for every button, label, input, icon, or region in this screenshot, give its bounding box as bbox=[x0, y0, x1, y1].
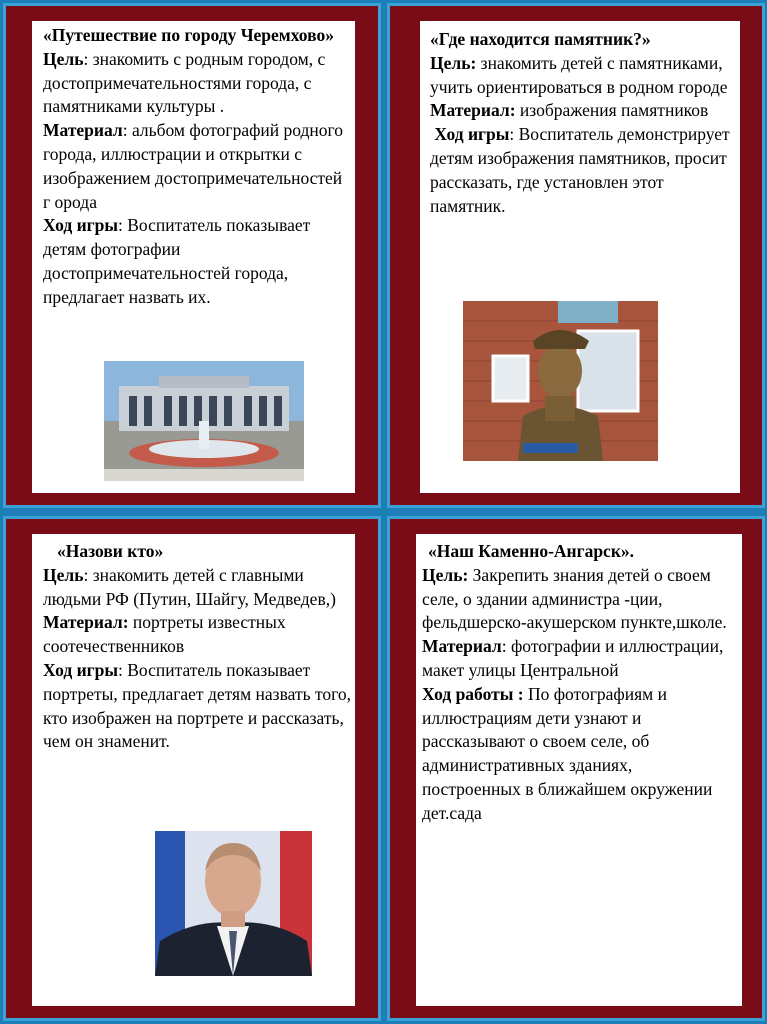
material-label: Материал bbox=[43, 120, 123, 141]
card-title: «Где находится памятник?» bbox=[430, 29, 651, 49]
city-building-photo bbox=[104, 361, 304, 481]
card-title: «Путешествие по городу Черемхово» bbox=[43, 25, 334, 45]
card-name-who bbox=[3, 516, 381, 1021]
process-label: Ход игры bbox=[434, 124, 510, 145]
portrait-photo bbox=[155, 831, 312, 976]
process-label: Ход игры bbox=[43, 215, 118, 236]
goal-text: знакомить детей с памятниками, учить ориентироваться в родном городе bbox=[430, 52, 728, 97]
card-city-trip bbox=[3, 3, 381, 508]
process-label: Ход игры bbox=[43, 659, 118, 680]
card-title: «Назови кто» bbox=[57, 541, 164, 561]
material-label: Материал: bbox=[43, 612, 129, 633]
card-title: «Наш Каменно-Ангарск». bbox=[428, 541, 635, 561]
card-text bbox=[43, 540, 356, 754]
goal-text: Закрепить знания детей о своем селе, о здании администра -ции, фельдшерско-акушерском пункте,школе. bbox=[422, 564, 727, 633]
goal-text: : знакомить детей с главными людьми РФ (Путин, Шайгу, Медведев,) bbox=[43, 564, 336, 609]
goal-label: Цель: bbox=[422, 564, 469, 585]
goal-label: Цель bbox=[43, 564, 84, 585]
card-monument bbox=[387, 3, 765, 508]
material-text: изображения памятников bbox=[515, 100, 709, 121]
material-text: : альбом фотографий родного города, иллюстрации и открытки с изображением достопримечательностей г орода bbox=[43, 120, 344, 212]
goal-text: : знакомить с родным городом, с достопримечательностями города, с памятниками культуры . bbox=[43, 48, 326, 117]
process-text: : Воспитатель демонстрирует детям изображения памятников, просит рассказать, где установлен этот памятник. bbox=[430, 124, 730, 216]
card-text bbox=[43, 24, 351, 310]
material-text: портреты известных соотечественников bbox=[43, 612, 286, 657]
card-our-village bbox=[387, 516, 765, 1021]
process-text: По фотографиям и иллюстрациям дети узнают и рассказывают о своем селе, об административных зданиях, построенных в ближайшем окружении дет.сада bbox=[422, 683, 713, 823]
goal-label: Цель bbox=[43, 48, 84, 69]
card-text bbox=[430, 28, 735, 218]
material-text: : фотографии и иллюстрации, макет улицы Центральной bbox=[422, 636, 724, 680]
goal-label: Цель: bbox=[430, 52, 477, 73]
material-label: Материал: bbox=[430, 100, 516, 121]
material-label: Материал bbox=[422, 636, 502, 657]
process-text: : Воспитатель показывает портреты, предлагает детям назвать того, кто изображен на портрете и рассказать, чем он знаменит. bbox=[43, 659, 351, 752]
monument-bust-photo bbox=[463, 301, 658, 461]
process-label: Ход работы : bbox=[422, 683, 524, 704]
card-text bbox=[422, 540, 727, 826]
process-text: : Воспитатель показывает детям фотографии достопримечательностей города, предлагает назвать их. bbox=[43, 215, 311, 307]
